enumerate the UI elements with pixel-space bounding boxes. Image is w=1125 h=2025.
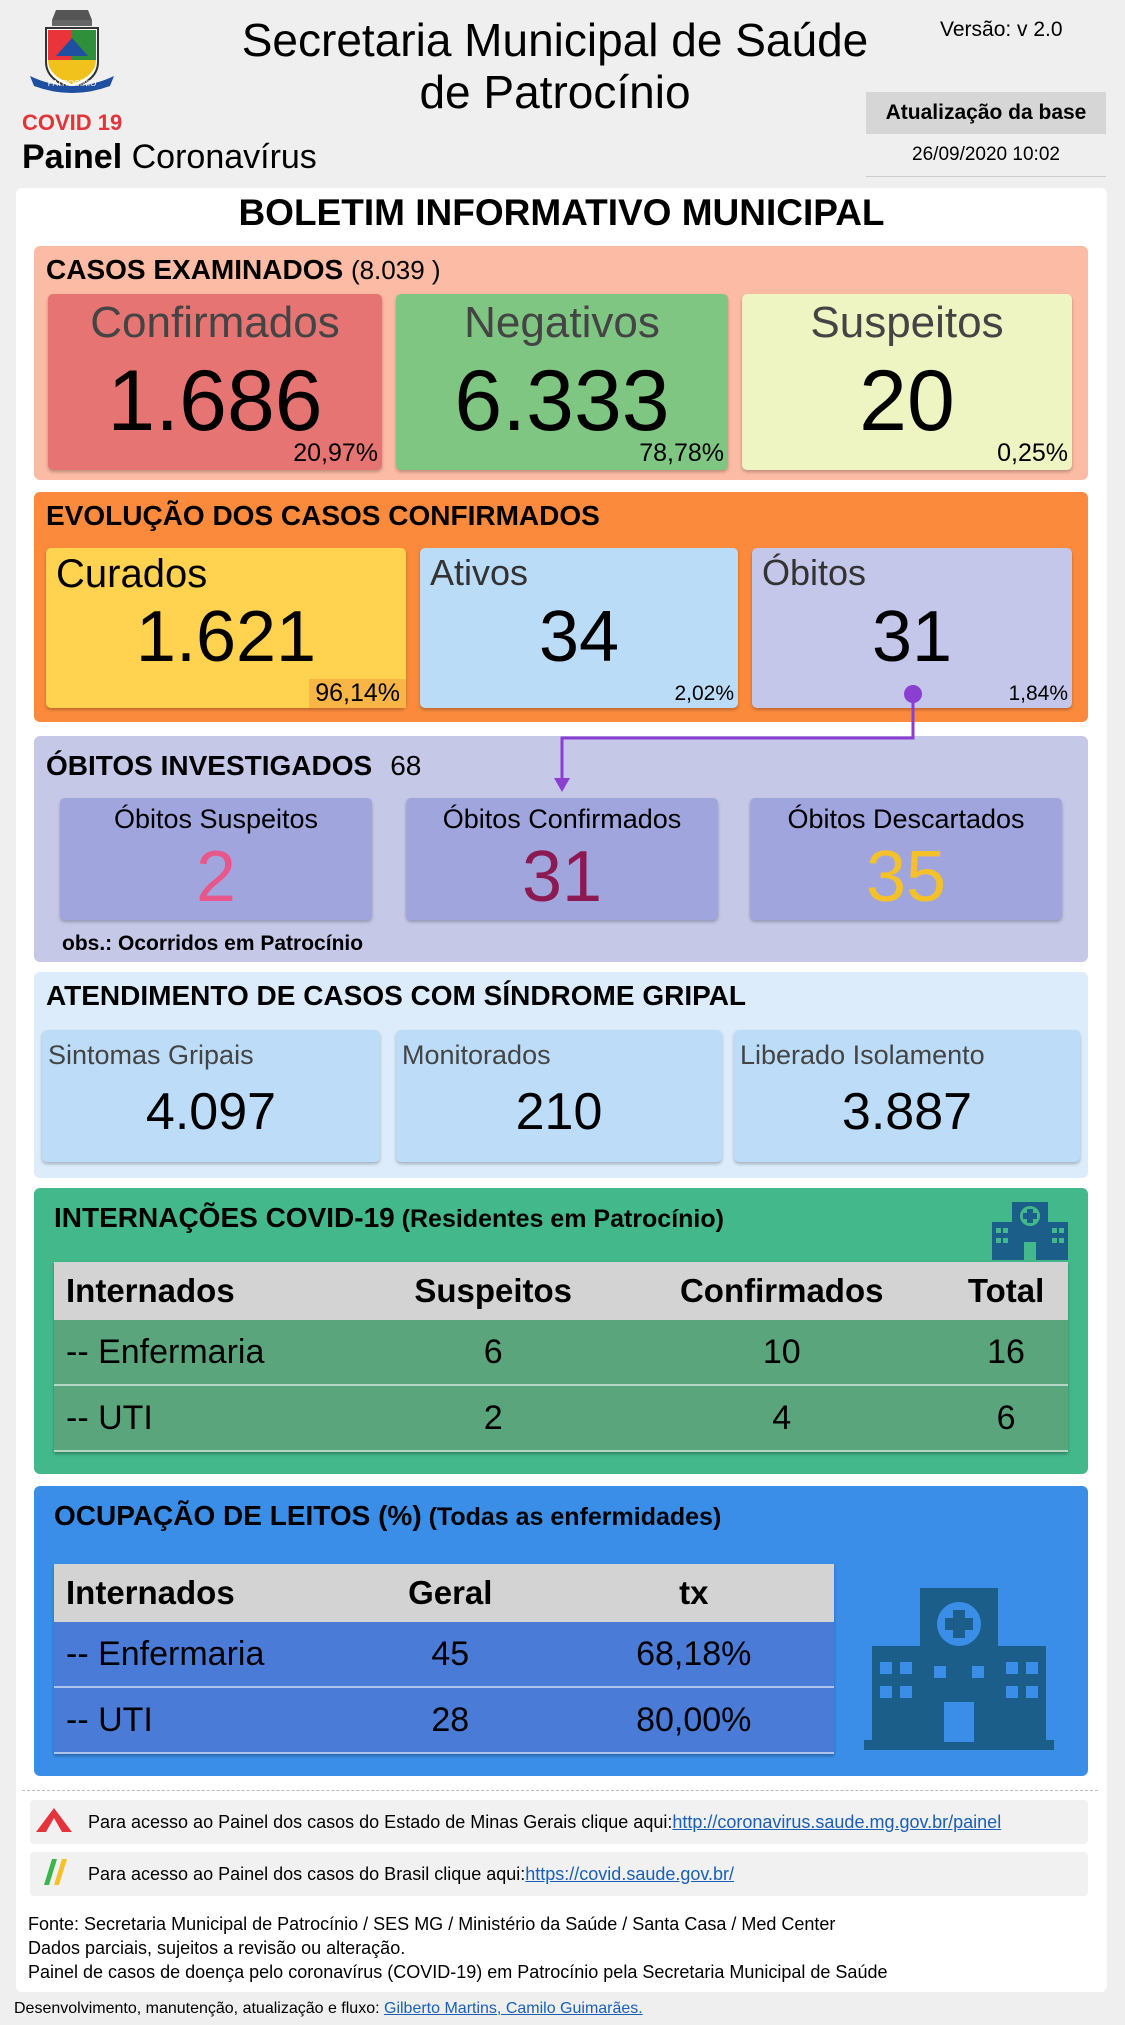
evolution-title: EVOLUÇÃO DOS CASOS CONFIRMADOS [46, 500, 600, 531]
confirmed-pct: 20,97% [293, 439, 378, 467]
page-title-line2: de Patrocínio [419, 66, 691, 118]
col-header: Total [944, 1262, 1068, 1320]
table-row [54, 1687, 834, 1753]
panel-title-bold: Painel [22, 138, 123, 176]
cured-label: Curados [56, 552, 208, 596]
col-header: Geral [347, 1564, 554, 1622]
table-cell: -- Enfermaria [54, 1622, 347, 1687]
hospitalization-subtitle: (Residentes em Patrocínio) [394, 1205, 724, 1233]
active-value: 34 [538, 597, 620, 677]
flu-monitored-value: 210 [515, 1083, 603, 1141]
footer-description: Painel de casos de doença pelo coronavírus (COVID-19) em Patrocínio pela Secretaria Municipal de Saúde [28, 1962, 888, 1982]
flu-monitored-box [396, 1030, 722, 1162]
hospital-building-icon [864, 1582, 1054, 1757]
panel-title-rest: Coronavírus [122, 138, 317, 176]
suspect-label: Suspeitos [810, 298, 1004, 347]
table-cell: 4 [619, 1385, 944, 1451]
bed-occupancy-title: OCUPAÇÃO DE LEITOS (%) (Todas as enfermidades) [54, 1500, 722, 1531]
negative-label: Negativos [464, 298, 660, 347]
table-cell: 80,00% [554, 1687, 834, 1753]
flu-title: ATENDIMENTO DE CASOS COM SÍNDROME GRIPAL [46, 980, 747, 1011]
bulletin-title: BOLETIM INFORMATIVO MUNICIPAL [238, 192, 885, 233]
negative-pct: 78,78% [639, 439, 724, 467]
brasil-panel-link-row [30, 1852, 1088, 1896]
table-row [54, 1622, 834, 1687]
bed-occupancy-subtitle: (Todas as enfermidades) [421, 1503, 722, 1531]
hospitalization-title: INTERNAÇÕES COVID-19 (Residentes em Patrocínio) [54, 1202, 724, 1233]
flu-released-box [734, 1030, 1080, 1162]
active-pct: 2,02% [674, 682, 734, 705]
col-header: Internados [54, 1262, 367, 1320]
negative-value: 6.333 [454, 353, 670, 449]
table-cell: -- Enfermaria [54, 1320, 367, 1385]
table-cell: 6 [944, 1385, 1068, 1451]
deaths-obs-note: obs.: Ocorridos em Patrocínio [62, 932, 364, 955]
deaths-investigated-title: ÓBITOS INVESTIGADOS 68 [46, 750, 422, 781]
mg-panel-link-text: Para acesso ao Painel dos casos do Estado de Minas Gerais clique aqui: [88, 1811, 673, 1832]
death-suspect-label: Óbitos Suspeitos [113, 804, 319, 834]
footer-disclaimer: Dados parciais, sujeitos a revisão ou alteração. [28, 1938, 406, 1958]
developer-credits: Desenvolvimento, manutenção, atualização e fluxo: Gilberto Martins, Camilo Guimarães. [14, 2000, 643, 2017]
table-cell: 16 [944, 1320, 1068, 1385]
hospitalization-section [34, 1188, 1088, 1474]
mg-triangle-icon [34, 1806, 74, 1839]
examined-total: (8.039 ) [350, 255, 441, 285]
deaths-label: Óbitos [762, 552, 867, 593]
death-discarded-box [750, 798, 1062, 920]
flu-symptoms-box [42, 1030, 380, 1162]
version-label: Versão: v 2.0 [940, 18, 1063, 41]
table-cell: 2 [367, 1385, 619, 1451]
svg-text:PATROCÍNIO: PATROCÍNIO [47, 79, 97, 88]
col-header: Confirmados [619, 1262, 944, 1320]
death-suspect-box [60, 798, 372, 920]
col-header: Suspeitos [367, 1262, 619, 1320]
page-title-line1: Secretaria Municipal de Saúde [241, 14, 869, 66]
confirmed-label: Confirmados [90, 298, 340, 347]
death-discarded-value: 35 [865, 837, 947, 917]
divider [22, 1790, 1098, 1791]
brasil-stripes-icon [40, 1857, 74, 1892]
table-cell: 68,18% [554, 1622, 834, 1687]
examined-title: CASOS EXAMINADOS (8.039 ) [46, 254, 441, 285]
brasil-panel-link-text: Para acesso ao Painel dos casos do Brasil clique aqui: [88, 1863, 526, 1884]
table-cell: -- UTI [54, 1385, 367, 1451]
table-header-row [54, 1564, 834, 1622]
deaths-link-arrow [0, 0, 1125, 800]
deaths-pct: 1,84% [1008, 682, 1068, 705]
hospital-icon [990, 1198, 1070, 1267]
mg-panel-link-row [30, 1800, 1088, 1844]
update-label: Atualização da base [866, 92, 1106, 134]
brasil-panel-link[interactable]: https://covid.saude.gov.br/ [525, 1863, 735, 1884]
death-confirmed-box [406, 798, 718, 920]
bed-occupancy-section [34, 1486, 1088, 1776]
bed-occupancy-table [54, 1564, 834, 1754]
table-row [54, 1385, 1068, 1451]
col-header: tx [554, 1564, 834, 1622]
cured-pct: 96,14% [309, 679, 406, 708]
hospitalization-table [54, 1262, 1068, 1452]
death-confirmed-value: 31 [521, 837, 603, 917]
mg-panel-link[interactable]: http://coronavirus.saude.mg.gov.br/painel [672, 1811, 1002, 1832]
table-cell: 45 [347, 1622, 554, 1687]
deaths-value: 31 [871, 597, 953, 677]
table-row [54, 1320, 1068, 1385]
table-header-row [54, 1262, 1068, 1320]
death-confirmed-label: Óbitos Confirmados [442, 804, 682, 834]
table-cell: 10 [619, 1320, 944, 1385]
footer-source: Fonte: Secretaria Municipal de Patrocínio / SES MG / Ministério da Saúde / Santa Casa / Med Center [28, 1914, 836, 1934]
flu-monitored-label: Monitorados [402, 1040, 551, 1070]
flu-symptoms-label: Sintomas Gripais [48, 1040, 254, 1070]
table-cell: -- UTI [54, 1687, 347, 1753]
flu-released-label: Liberado Isolamento [740, 1040, 985, 1070]
table-cell: 6 [367, 1320, 619, 1385]
flu-section [34, 972, 1088, 1178]
deaths-investigated-total: 68 [390, 750, 422, 781]
suspect-pct: 0,25% [997, 439, 1068, 467]
table-cell: 28 [347, 1687, 554, 1753]
update-date: 26/09/2020 10:02 [912, 144, 1060, 165]
flu-released-value: 3.887 [841, 1083, 973, 1141]
confirmed-value: 1.686 [107, 353, 323, 449]
flu-symptoms-value: 4.097 [145, 1083, 277, 1141]
suspect-value: 20 [859, 353, 955, 449]
developer-link[interactable]: Gilberto Martins, Camilo Guimarães. [384, 2000, 643, 2017]
death-suspect-value: 2 [195, 837, 237, 917]
col-header: Internados [54, 1564, 347, 1622]
cured-value: 1.621 [135, 597, 317, 677]
active-label: Ativos [430, 552, 529, 593]
death-discarded-label: Óbitos Descartados [787, 804, 1025, 834]
covid-label: COVID 19 [22, 110, 123, 135]
